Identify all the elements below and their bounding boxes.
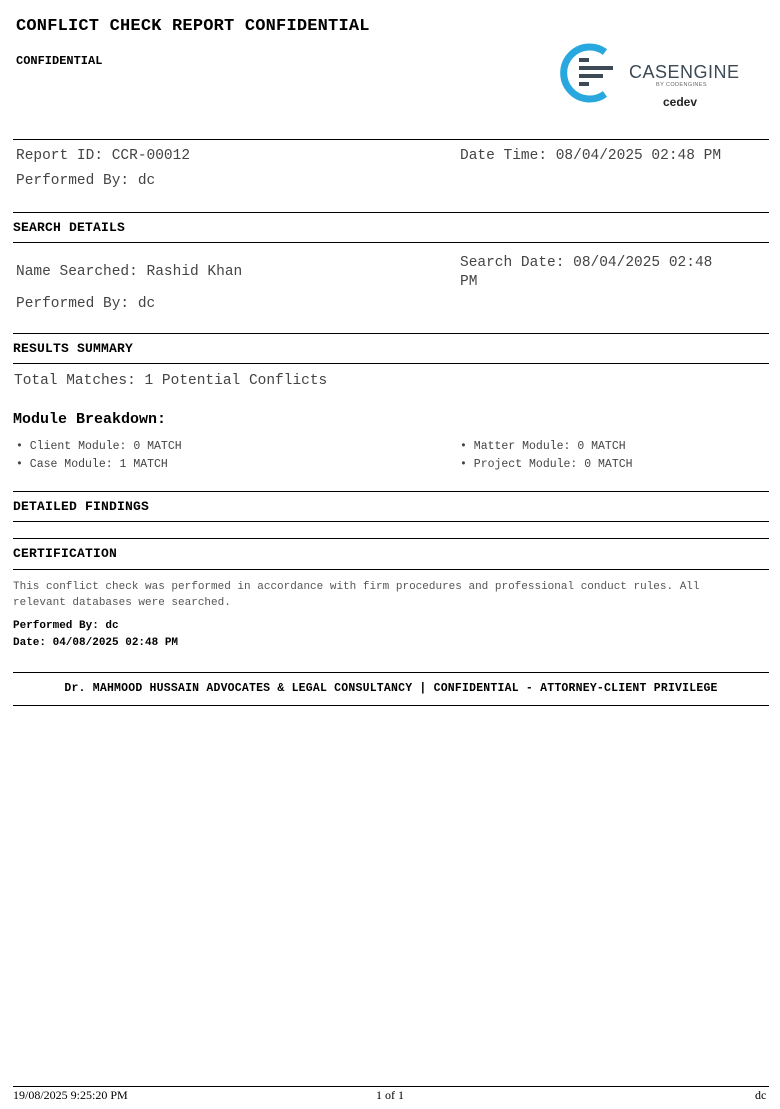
page-footer-divider xyxy=(13,1086,769,1087)
logo-byline: BY CODENGINES xyxy=(656,82,707,88)
detailed-findings-heading: DETAILED FINDINGS xyxy=(13,499,150,514)
page-number: 1 of 1 xyxy=(376,1088,404,1102)
divider xyxy=(13,705,769,706)
search-details-heading: SEARCH DETAILS xyxy=(13,220,126,235)
report-performed-by: Performed By: dc xyxy=(16,173,156,189)
certification-date: Date: 04/08/2025 02:48 PM xyxy=(13,637,179,649)
module-item-client: • Client Module: 0 MATCH xyxy=(16,440,182,453)
firm-footer: Dr. MAHMOOD HUSSAIN ADVOCATES & LEGAL CONSULTANCY | CONFIDENTIAL - ATTORNEY-CLIENT PRIVILEGE xyxy=(64,682,718,695)
certification-text: This conflict check was performed in accordance with firm procedures and professional conduct rules. All relevant databases were searched. xyxy=(13,581,700,609)
certification-performed-by: Performed By: dc xyxy=(13,620,119,632)
divider xyxy=(13,569,769,570)
search-date: Search Date: 08/04/2025 02:48 xyxy=(460,255,713,271)
divider xyxy=(13,139,769,140)
divider xyxy=(13,521,769,522)
report-date-time: Date Time: 08/04/2025 02:48 PM xyxy=(460,148,722,164)
results-summary-heading: RESULTS SUMMARY xyxy=(13,341,134,356)
name-searched: Name Searched: Rashid Khan xyxy=(16,264,243,280)
certification-heading: CERTIFICATION xyxy=(13,546,118,561)
footer-user: dc xyxy=(755,1088,767,1102)
report-subtitle: CONFIDENTIAL xyxy=(16,54,103,68)
search-performed-by: Performed By: dc xyxy=(16,296,156,312)
module-item-project: • Project Module: 0 MATCH xyxy=(460,458,633,471)
module-breakdown-title: Module Breakdown: xyxy=(13,411,167,428)
divider xyxy=(13,363,769,364)
module-item-case: • Case Module: 1 MATCH xyxy=(16,458,168,471)
logo-wordmark: CASENGINE xyxy=(629,62,740,82)
search-date-suffix: PM xyxy=(460,274,478,290)
divider xyxy=(13,242,769,243)
divider xyxy=(13,672,769,673)
divider xyxy=(13,212,769,213)
logo-org-name: cedev xyxy=(663,95,698,109)
divider xyxy=(13,538,769,539)
divider xyxy=(13,491,769,492)
divider xyxy=(13,333,769,334)
module-item-matter: • Matter Module: 0 MATCH xyxy=(460,440,626,453)
casengine-logo-icon xyxy=(557,42,627,112)
report-title: CONFLICT CHECK REPORT CONFIDENTIAL xyxy=(16,17,370,36)
total-matches: Total Matches: 1 Potential Conflicts xyxy=(14,373,328,389)
report-id: Report ID: CCR-00012 xyxy=(16,148,191,164)
casengine-logo xyxy=(557,42,757,112)
printed-timestamp: 19/08/2025 9:25:20 PM xyxy=(13,1088,128,1102)
